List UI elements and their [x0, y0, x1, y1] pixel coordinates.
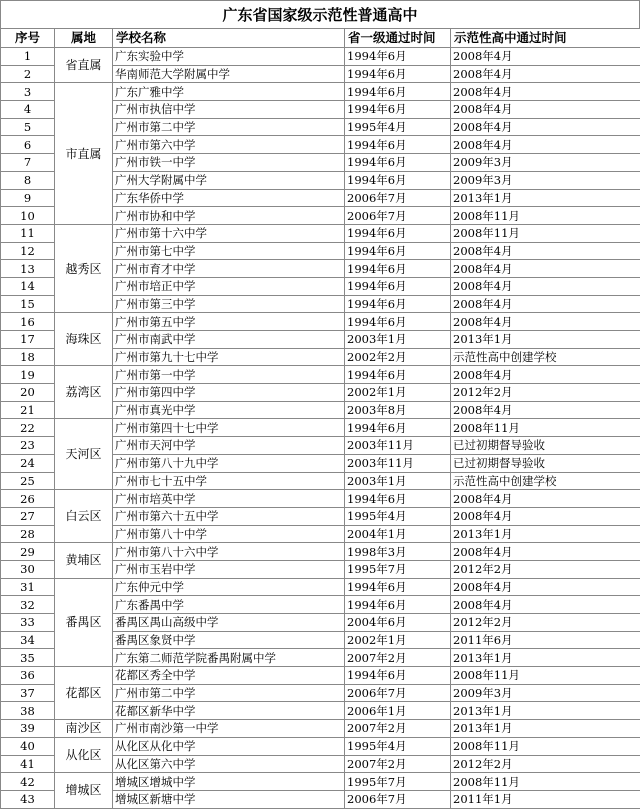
table-row — [1, 313, 640, 331]
national-date: 2012年2月 — [451, 755, 640, 773]
row-number: 16 — [1, 313, 55, 331]
row-number: 39 — [1, 720, 55, 738]
provincial-date: 1994年6月 — [345, 667, 451, 685]
region-cell: 海珠区 — [55, 313, 113, 366]
school-name: 广州市培正中学 — [113, 277, 345, 295]
provincial-date: 2006年7月 — [345, 207, 451, 225]
national-date: 2008年4月 — [451, 401, 640, 419]
school-name: 广州大学附属中学 — [113, 171, 345, 189]
row-number: 26 — [1, 490, 55, 508]
school-name: 广州市第十六中学 — [113, 224, 345, 242]
row-number: 17 — [1, 331, 55, 349]
school-name: 广州市第八十九中学 — [113, 454, 345, 472]
school-name: 广东第二师范学院番禺附属中学 — [113, 649, 345, 667]
provincial-date: 1994年6月 — [345, 171, 451, 189]
region-cell: 从化区 — [55, 737, 113, 772]
row-number: 40 — [1, 737, 55, 755]
national-date: 2008年4月 — [451, 277, 640, 295]
provincial-date: 2002年2月 — [345, 348, 451, 366]
school-name: 广东番禺中学 — [113, 596, 345, 614]
row-number: 32 — [1, 596, 55, 614]
provincial-date: 2003年11月 — [345, 437, 451, 455]
provincial-date: 1994年6月 — [345, 366, 451, 384]
header-num: 序号 — [1, 29, 55, 48]
region-cell: 天河区 — [55, 419, 113, 490]
provincial-date: 1995年7月 — [345, 560, 451, 578]
national-date: 已过初期督导验收 — [451, 437, 640, 455]
row-number: 34 — [1, 631, 55, 649]
header-national: 示范性高中通过时间 — [451, 29, 640, 48]
row-number: 4 — [1, 101, 55, 119]
national-date: 2008年4月 — [451, 578, 640, 596]
national-date: 2013年1月 — [451, 189, 640, 207]
national-date: 2008年4月 — [451, 136, 640, 154]
provincial-date: 1994年6月 — [345, 260, 451, 278]
national-date: 已过初期督导验收 — [451, 454, 640, 472]
provincial-date: 1994年6月 — [345, 136, 451, 154]
national-date: 2008年4月 — [451, 118, 640, 136]
row-number: 25 — [1, 472, 55, 490]
table-row — [1, 720, 640, 738]
row-number: 24 — [1, 454, 55, 472]
national-date: 2008年4月 — [451, 313, 640, 331]
row-number: 41 — [1, 755, 55, 773]
national-date: 2008年4月 — [451, 507, 640, 525]
school-name: 广州市铁一中学 — [113, 154, 345, 172]
row-number: 10 — [1, 207, 55, 225]
row-number: 21 — [1, 401, 55, 419]
provincial-date: 2003年1月 — [345, 331, 451, 349]
school-name: 广州市南武中学 — [113, 331, 345, 349]
provincial-date: 1995年7月 — [345, 773, 451, 791]
provincial-date: 1994年6月 — [345, 65, 451, 83]
school-name: 广州市第四中学 — [113, 384, 345, 402]
school-name: 增城区增城中学 — [113, 773, 345, 791]
header-provincial: 省一级通过时间 — [345, 29, 451, 48]
school-name: 广东华侨中学 — [113, 189, 345, 207]
row-number: 31 — [1, 578, 55, 596]
school-name: 广州市第七中学 — [113, 242, 345, 260]
school-name: 番禺区象贤中学 — [113, 631, 345, 649]
row-number: 11 — [1, 224, 55, 242]
provincial-date: 1994年6月 — [345, 154, 451, 172]
table-row — [1, 543, 640, 561]
provincial-date: 1994年6月 — [345, 242, 451, 260]
school-name: 广州市第三中学 — [113, 295, 345, 313]
row-number: 13 — [1, 260, 55, 278]
provincial-date: 1994年6月 — [345, 313, 451, 331]
school-name: 广州市第二中学 — [113, 118, 345, 136]
provincial-date: 2007年2月 — [345, 755, 451, 773]
provincial-date: 1994年6月 — [345, 101, 451, 119]
national-date: 2008年4月 — [451, 295, 640, 313]
provincial-date: 2006年7月 — [345, 684, 451, 702]
provincial-date: 2003年1月 — [345, 472, 451, 490]
school-name: 广州市执信中学 — [113, 101, 345, 119]
national-date: 2013年1月 — [451, 525, 640, 543]
national-date: 2008年4月 — [451, 490, 640, 508]
school-name: 广州市协和中学 — [113, 207, 345, 225]
table-row — [1, 48, 640, 66]
school-name: 番禺区禺山高级中学 — [113, 614, 345, 632]
row-number: 35 — [1, 649, 55, 667]
school-name: 从化区第六中学 — [113, 755, 345, 773]
national-date: 2013年1月 — [451, 331, 640, 349]
row-number: 29 — [1, 543, 55, 561]
row-number: 30 — [1, 560, 55, 578]
national-date: 2008年4月 — [451, 543, 640, 561]
national-date: 2008年4月 — [451, 260, 640, 278]
table-row — [1, 737, 640, 755]
row-number: 1 — [1, 48, 55, 66]
provincial-date: 1994年6月 — [345, 83, 451, 101]
provincial-date: 1994年6月 — [345, 295, 451, 313]
school-name: 花都区秀全中学 — [113, 667, 345, 685]
provincial-date: 2007年2月 — [345, 720, 451, 738]
school-name: 广州市第四十七中学 — [113, 419, 345, 437]
provincial-date: 1994年6月 — [345, 596, 451, 614]
row-number: 2 — [1, 65, 55, 83]
row-number: 8 — [1, 171, 55, 189]
row-number: 37 — [1, 684, 55, 702]
school-name: 广东实验中学 — [113, 48, 345, 66]
national-date: 2008年4月 — [451, 366, 640, 384]
row-number: 42 — [1, 773, 55, 791]
school-name: 广州市第二中学 — [113, 684, 345, 702]
school-name: 广州市第六中学 — [113, 136, 345, 154]
provincial-date: 1994年6月 — [345, 419, 451, 437]
region-cell: 省直属 — [55, 48, 113, 83]
row-number: 43 — [1, 790, 55, 808]
school-name: 从化区从化中学 — [113, 737, 345, 755]
provincial-date: 2003年11月 — [345, 454, 451, 472]
row-number: 19 — [1, 366, 55, 384]
national-date: 2013年1月 — [451, 702, 640, 720]
provincial-date: 2004年1月 — [345, 525, 451, 543]
national-date: 2012年2月 — [451, 384, 640, 402]
school-name: 广州市第六十五中学 — [113, 507, 345, 525]
school-name: 广州市玉岩中学 — [113, 560, 345, 578]
row-number: 22 — [1, 419, 55, 437]
national-date: 2013年1月 — [451, 720, 640, 738]
school-name: 广东仲元中学 — [113, 578, 345, 596]
row-number: 15 — [1, 295, 55, 313]
national-date: 示范性高中创建学校 — [451, 348, 640, 366]
row-number: 9 — [1, 189, 55, 207]
region-cell: 市直属 — [55, 83, 113, 225]
national-date: 2008年4月 — [451, 596, 640, 614]
row-number: 3 — [1, 83, 55, 101]
national-date: 2008年4月 — [451, 83, 640, 101]
national-date: 2013年1月 — [451, 649, 640, 667]
table-row — [1, 224, 640, 242]
table-body — [1, 48, 640, 809]
region-cell: 黄埔区 — [55, 543, 113, 578]
provincial-date: 1994年6月 — [345, 578, 451, 596]
row-number: 27 — [1, 507, 55, 525]
provincial-date: 1994年6月 — [345, 490, 451, 508]
row-number: 12 — [1, 242, 55, 260]
school-name: 广州市培英中学 — [113, 490, 345, 508]
school-name: 增城区新塘中学 — [113, 790, 345, 808]
row-number: 5 — [1, 118, 55, 136]
national-date: 2008年11月 — [451, 224, 640, 242]
national-date: 2008年4月 — [451, 65, 640, 83]
national-date: 2008年11月 — [451, 773, 640, 791]
table-row — [1, 83, 640, 101]
provincial-date: 2002年1月 — [345, 384, 451, 402]
region-cell: 花都区 — [55, 667, 113, 720]
table-row — [1, 490, 640, 508]
row-number: 23 — [1, 437, 55, 455]
national-date: 2012年2月 — [451, 560, 640, 578]
row-number: 14 — [1, 277, 55, 295]
row-number: 6 — [1, 136, 55, 154]
region-cell: 荔湾区 — [55, 366, 113, 419]
school-name: 广州市第五中学 — [113, 313, 345, 331]
region-cell: 南沙区 — [55, 720, 113, 738]
school-name: 广州市第一中学 — [113, 366, 345, 384]
school-name: 广州市真光中学 — [113, 401, 345, 419]
table-row — [1, 419, 640, 437]
school-name: 广州市第九十七中学 — [113, 348, 345, 366]
row-number: 28 — [1, 525, 55, 543]
table-row — [1, 366, 640, 384]
provincial-date: 1994年6月 — [345, 277, 451, 295]
page-title: 广东省国家级示范性普通高中 — [0, 0, 640, 28]
provincial-date: 2003年8月 — [345, 401, 451, 419]
national-date: 2009年3月 — [451, 684, 640, 702]
national-date: 2008年11月 — [451, 667, 640, 685]
national-date: 2009年3月 — [451, 154, 640, 172]
row-number: 20 — [1, 384, 55, 402]
provincial-date: 2002年1月 — [345, 631, 451, 649]
national-date: 2008年11月 — [451, 737, 640, 755]
provincial-date: 2004年6月 — [345, 614, 451, 632]
school-name: 广州市南沙第一中学 — [113, 720, 345, 738]
region-cell: 增城区 — [55, 773, 113, 808]
provincial-date: 1994年6月 — [345, 48, 451, 66]
row-number: 38 — [1, 702, 55, 720]
school-table — [0, 28, 640, 809]
national-date: 2008年11月 — [451, 419, 640, 437]
provincial-date: 1994年6月 — [345, 224, 451, 242]
national-date: 2008年4月 — [451, 101, 640, 119]
row-number: 36 — [1, 667, 55, 685]
table-header-row — [1, 29, 640, 48]
school-name: 广州市育才中学 — [113, 260, 345, 278]
national-date: 2009年3月 — [451, 171, 640, 189]
school-name: 广州市第八十中学 — [113, 525, 345, 543]
region-cell: 越秀区 — [55, 224, 113, 312]
school-name: 华南师范大学附属中学 — [113, 65, 345, 83]
row-number: 18 — [1, 348, 55, 366]
region-cell: 白云区 — [55, 490, 113, 543]
provincial-date: 2006年7月 — [345, 189, 451, 207]
national-date: 2008年4月 — [451, 48, 640, 66]
row-number: 7 — [1, 154, 55, 172]
school-name: 花都区新华中学 — [113, 702, 345, 720]
national-date: 2012年2月 — [451, 614, 640, 632]
school-name: 广州市天河中学 — [113, 437, 345, 455]
provincial-date: 2006年7月 — [345, 790, 451, 808]
national-date: 2011年6月 — [451, 631, 640, 649]
national-date: 2008年4月 — [451, 242, 640, 260]
national-date: 2011年1月 — [451, 790, 640, 808]
provincial-date: 1998年3月 — [345, 543, 451, 561]
national-date: 示范性高中创建学校 — [451, 472, 640, 490]
header-region: 属地 — [55, 29, 113, 48]
school-name: 广州市七十五中学 — [113, 472, 345, 490]
school-name: 广东广雅中学 — [113, 83, 345, 101]
provincial-date: 2006年1月 — [345, 702, 451, 720]
school-name: 广州市第八十六中学 — [113, 543, 345, 561]
provincial-date: 1995年4月 — [345, 737, 451, 755]
region-cell: 番禺区 — [55, 578, 113, 666]
provincial-date: 2007年2月 — [345, 649, 451, 667]
provincial-date: 1995年4月 — [345, 118, 451, 136]
national-date: 2008年11月 — [451, 207, 640, 225]
header-school: 学校名称 — [113, 29, 345, 48]
table-row — [1, 667, 640, 685]
table-row — [1, 773, 640, 791]
table-row — [1, 578, 640, 596]
provincial-date: 1995年4月 — [345, 507, 451, 525]
row-number: 33 — [1, 614, 55, 632]
